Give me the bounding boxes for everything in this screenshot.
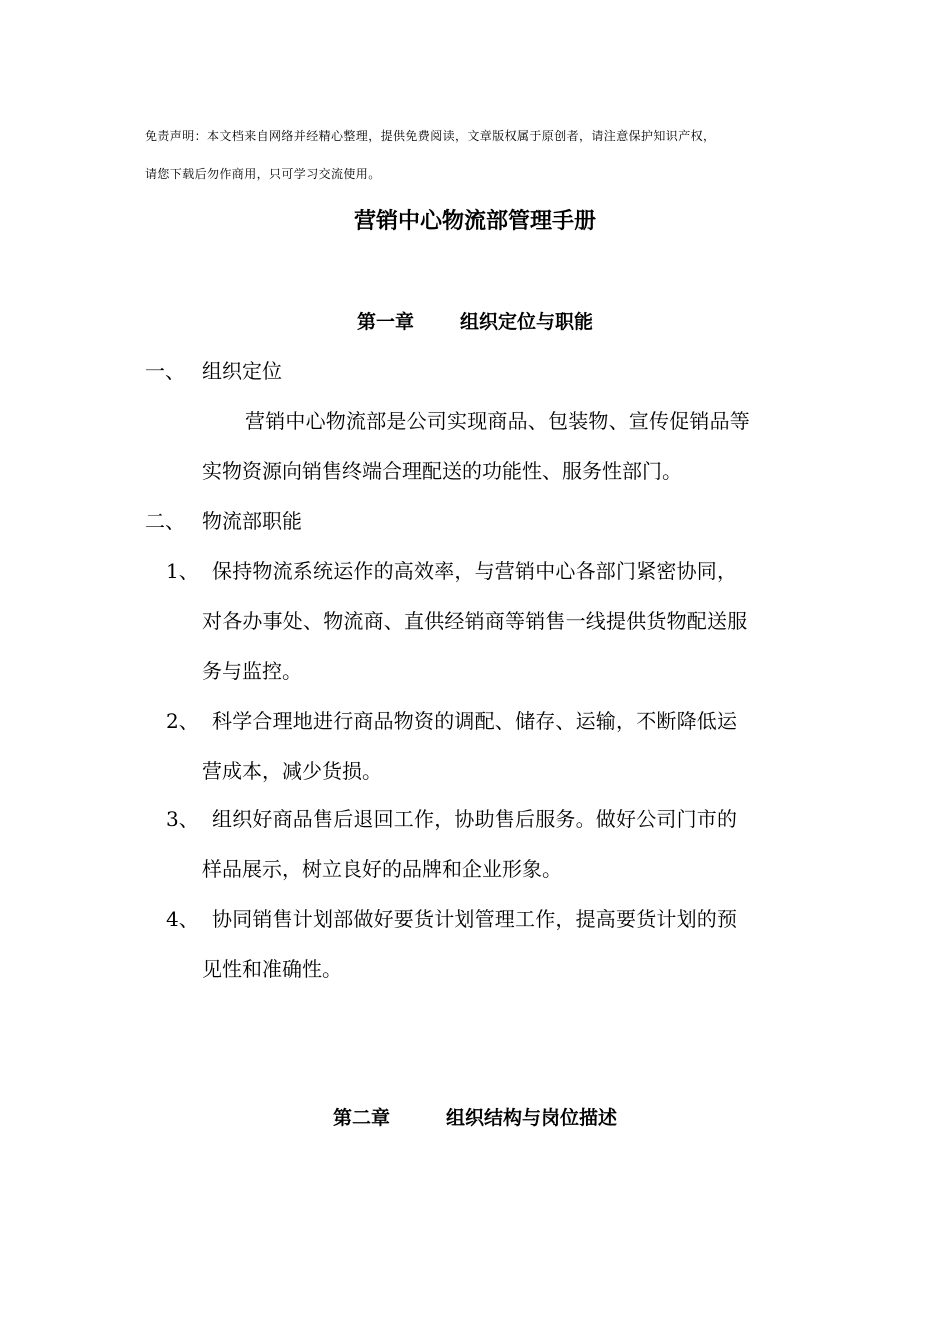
duty-1-line-1: 保持物流系统运作的高效率，与营销中心各部门紧密协同，	[212, 559, 738, 583]
duty-3-marker: 3、	[166, 807, 199, 831]
duty-4-marker: 4、	[166, 907, 199, 931]
duty-1-line-3: 务与监控。	[202, 659, 302, 683]
section-2-marker: 二、	[145, 509, 185, 533]
duty-2-marker: 2、	[166, 709, 199, 733]
section-1-paragraph-line-1: 营销中心物流部是公司实现商品、包装物、宣传促销品等	[245, 409, 750, 433]
disclaimer-line-2: 请您下载后勿作商用，只可学习交流使用。	[145, 167, 381, 181]
section-1-paragraph-line-2: 实物资源向销售终端合理配送的功能性、服务性部门。	[202, 459, 682, 483]
duty-1-line-2: 对各办事处、物流商、直供经销商等销售一线提供货物配送服	[202, 609, 748, 633]
document-title: 营销中心物流部管理手册	[353, 209, 596, 234]
duty-2-line-2: 营成本，减少货损。	[202, 759, 382, 783]
section-2-heading: 物流部职能	[202, 509, 302, 533]
chapter-1-number: 第一章	[356, 311, 414, 333]
section-1-heading: 组织定位	[202, 359, 282, 383]
duty-2-line-1: 科学合理地进行商品物资的调配、储存、运输，不断降低运	[212, 709, 738, 733]
section-1-marker: 一、	[145, 359, 185, 383]
chapter-2-heading	[0, 1104, 950, 1132]
chapter-1-heading	[0, 308, 950, 336]
disclaimer-line-1: 免责声明：本文档来自网络并经精心整理，提供免费阅读，文章版权属于原创者，请注意保护知识产权，	[145, 129, 716, 143]
chapter-2-title: 组织结构与岗位描述	[446, 1107, 618, 1129]
duty-4-line-2: 见性和准确性。	[202, 957, 342, 981]
duty-3-line-2: 样品展示，树立良好的品牌和企业形象。	[202, 857, 562, 881]
duty-3-line-1: 组织好商品售后退回工作，协助售后服务。做好公司门市的	[212, 807, 738, 831]
duty-4-line-1: 协同销售计划部做好要货计划管理工作，提高要货计划的预	[212, 907, 738, 931]
chapter-2-number: 第二章	[332, 1107, 390, 1129]
duty-1-marker: 1、	[166, 559, 199, 583]
chapter-1-title: 组织定位与职能	[460, 311, 594, 333]
